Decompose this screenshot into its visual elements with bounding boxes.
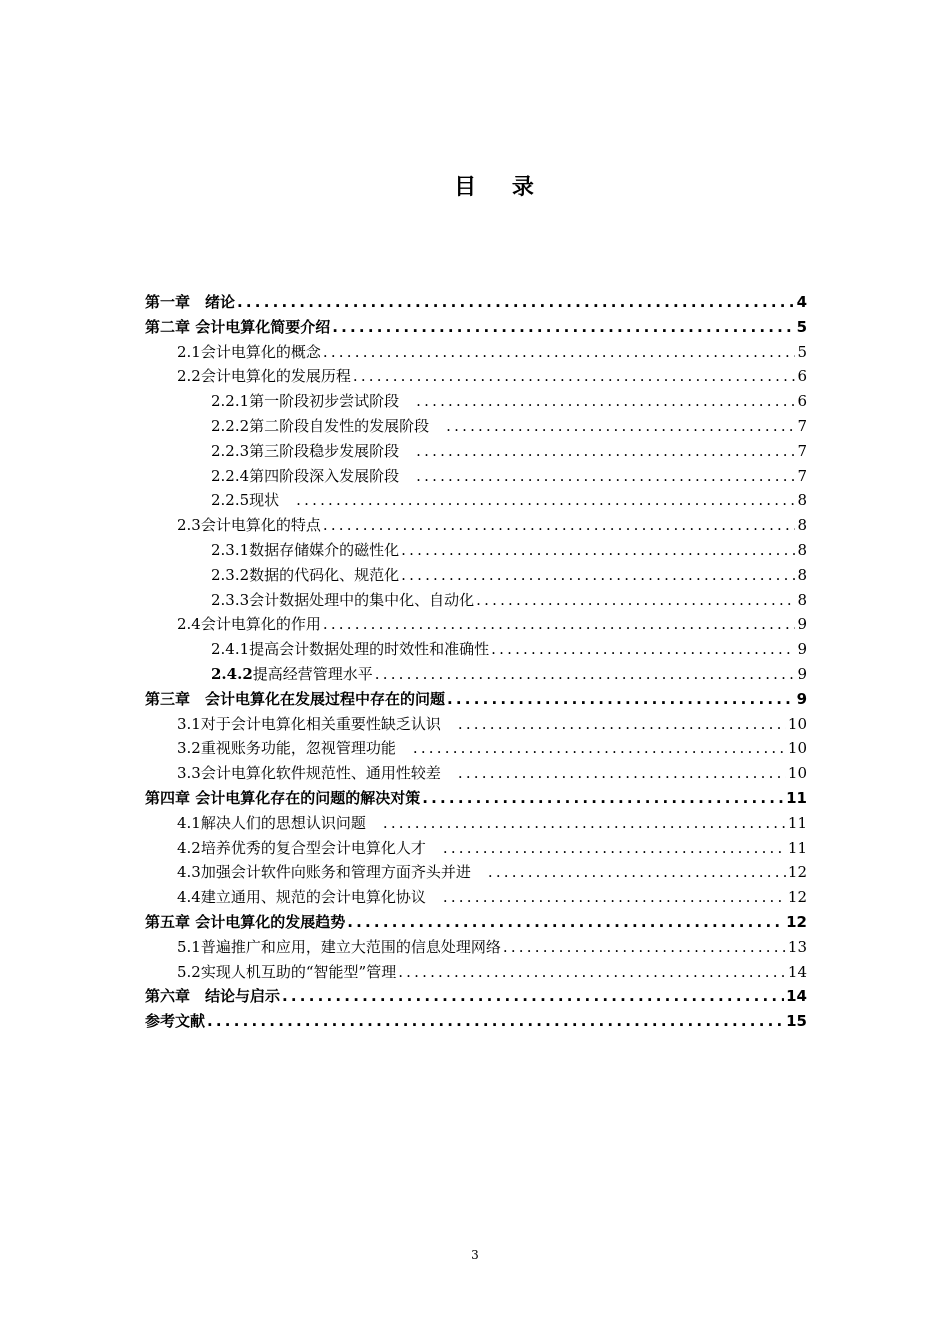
toc-entry-page: 9 [797,615,807,634]
toc-leader-dots [413,736,786,761]
toc-leader-dots [488,860,786,885]
toc-entry-page: 11 [786,788,807,807]
toc-entry-label: 5.2实现人机互助的“智能型”管理 [177,962,397,981]
toc-leader-dots [398,960,786,985]
toc-entry[interactable] [145,1009,807,1034]
toc-entry-text: 提高经营管理水平 [252,664,373,683]
toc-entry-label: 第四章 会计电算化存在的问题的解决对策 [145,788,421,807]
toc-leader-dots [422,786,784,811]
toc-entry-label: 第六章 结论与启示 [145,987,281,1006]
toc-entry-label: 第五章 会计电算化的发展趋势 [145,912,346,931]
toc-leader-dots [476,588,795,613]
toc-leader-dots [458,761,786,786]
toc-entry-label: 2.2.5现状 [211,491,295,510]
toc-entry[interactable] [145,910,807,935]
toc-entry-label: 4.1解决人们的思想认识问题 [177,813,381,832]
toc-leader-dots [401,538,795,563]
toc-entry-label [211,662,373,687]
toc-entry[interactable] [145,588,807,613]
toc-entry[interactable] [145,315,807,340]
toc-entry-label: 2.2.1第一阶段初步尝试阶段 [211,392,415,411]
toc-leader-dots [416,389,795,414]
toc-entry[interactable] [145,885,807,910]
toc-entry-page: 5 [797,342,807,361]
toc-entry-page: 15 [786,1012,807,1031]
toc-leader-dots [416,464,795,489]
toc-entry-page: 7 [797,441,807,460]
toc-leader-dots [416,439,795,464]
toc-entry[interactable] [145,290,807,315]
toc-entry-page: 10 [787,764,807,783]
toc-entry-page: 8 [797,565,807,584]
toc-leader-dots [491,637,795,662]
toc-entry-page: 9 [797,664,807,683]
toc-entry-page: 7 [797,466,807,485]
toc-leader-dots [443,836,786,861]
toc-entry-label: 2.4.1提高会计数据处理的时效性和准确性 [211,640,490,659]
toc-leader-dots [207,1009,784,1034]
toc-leader-dots [347,910,784,935]
toc-entry-label: 3.1对于会计电算化相关重要性缺乏认识 [177,714,456,733]
toc-entry[interactable] [145,563,807,588]
toc-entry-page: 6 [797,392,807,411]
toc-leader-dots [332,315,794,340]
toc-entry[interactable] [145,637,807,662]
toc-entry-label: 4.4建立通用、规范的会计电算化协议 [177,888,441,907]
toc-leader-dots [401,563,795,588]
toc-entry[interactable] [145,811,807,836]
toc-entry-label: 2.3会计电算化的特点 [177,516,321,535]
toc-entry-label: 2.3.3会计数据处理中的集中化、自动化 [211,590,475,609]
toc-entry[interactable] [145,488,807,513]
toc-leader-dots [296,488,795,513]
toc-entry-label: 3.3会计电算化软件规范性、通用性较差 [177,764,456,783]
toc-entry[interactable] [145,761,807,786]
toc-entry-page: 6 [797,367,807,386]
toc-entry-label: 第三章 会计电算化在发展过程中存在的问题 [145,689,446,708]
toc-entry[interactable] [145,736,807,761]
toc-entry-page: 8 [797,491,807,510]
toc-leader-dots [353,364,796,389]
toc-entry-page: 13 [787,937,807,956]
toc-entry[interactable] [145,786,807,811]
toc-leader-dots [237,290,795,315]
toc-entry[interactable] [145,984,807,1009]
toc-entry-label: 4.3加强会计软件向账务和管理方面齐头并进 [177,863,486,882]
toc-entry-page: 9 [797,640,807,659]
page-number: 3 [471,1248,479,1262]
toc-entry-page: 11 [787,838,807,857]
toc-entry-label: 2.1会计电算化的概念 [177,342,321,361]
toc-entry-label: 2.2.3第三阶段稳步发展阶段 [211,441,415,460]
toc-entry-page: 12 [786,912,807,931]
toc-entry[interactable] [145,612,807,637]
toc-entry[interactable] [145,712,807,737]
table-of-contents [145,290,807,1034]
toc-entry-page: 5 [796,317,807,336]
toc-entry-page: 9 [796,689,807,708]
toc-leader-dots [323,513,796,538]
toc-leader-dots [383,811,786,836]
toc-entry-page: 14 [786,987,807,1006]
toc-entry[interactable] [145,364,807,389]
toc-entry-page: 8 [797,590,807,609]
toc-entry-label: 参考文献 [145,1012,206,1031]
toc-entry-label: 第一章 绪论 [145,293,236,311]
toc-entry-label: 3.2重视账务功能，忽视管理功能 [177,739,411,758]
toc-leader-dots [282,984,784,1009]
toc-entry-label: 2.2会计电算化的发展历程 [177,367,351,386]
toc-entry-page: 8 [797,516,807,535]
toc-entry-page: 11 [787,813,807,832]
toc-entry-label: 2.2.4第四阶段深入发展阶段 [211,466,415,485]
toc-entry-label: 2.4会计电算化的作用 [177,615,321,634]
toc-entry-page: 7 [797,416,807,435]
toc-entry-label: 2.3.2数据的代码化、规范化 [211,565,400,584]
toc-entry-page: 14 [787,962,807,981]
toc-entry[interactable] [145,414,807,439]
toc-entry-label: 4.2培养优秀的复合型会计电算化人才 [177,838,441,857]
toc-entry[interactable] [145,860,807,885]
toc-entry[interactable] [145,662,807,687]
toc-entry-page: 8 [797,540,807,559]
toc-title: 目 录 [454,175,548,200]
toc-entry[interactable] [145,538,807,563]
toc-leader-dots [323,340,796,365]
toc-entry[interactable] [145,513,807,538]
toc-entry-page: 12 [787,863,807,882]
toc-leader-dots [375,662,796,687]
toc-entry[interactable] [145,935,807,960]
toc-leader-dots [458,712,786,737]
toc-leader-dots [443,885,786,910]
toc-entry-page: 10 [787,739,807,758]
toc-entry-label: 第二章 会计电算化简要介绍 [145,317,331,336]
toc-entry[interactable] [145,340,807,365]
toc-entry[interactable] [145,464,807,489]
toc-entry-number: 2.4.2 [211,664,253,683]
toc-entry[interactable] [145,960,807,985]
toc-leader-dots [503,935,786,960]
toc-leader-dots [447,687,795,712]
toc-leader-dots [323,612,796,637]
toc-entry[interactable] [145,389,807,414]
toc-entry-page: 12 [787,888,807,907]
toc-entry-label: 2.3.1数据存储媒介的磁性化 [211,540,400,559]
toc-entry[interactable] [145,439,807,464]
toc-entry-label: 2.2.2第二阶段自发性的发展阶段 [211,416,445,435]
toc-entry[interactable] [145,687,807,712]
toc-leader-dots [446,414,795,439]
toc-entry-page: 10 [787,714,807,733]
toc-entry[interactable] [145,836,807,861]
toc-entry-label: 5.1普遍推广和应用，建立大范围的信息处理网络 [177,937,501,956]
toc-entry-page: 4 [796,293,807,311]
